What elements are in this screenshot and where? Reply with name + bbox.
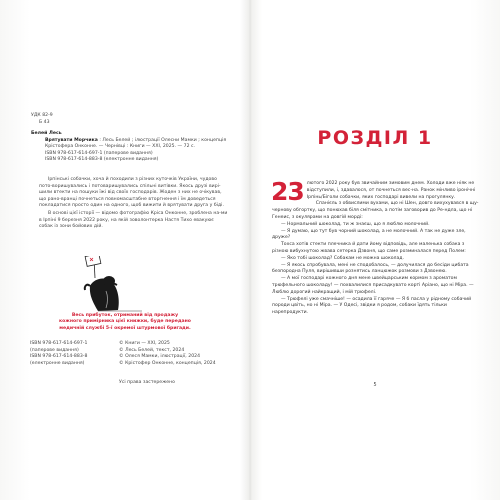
paragraph-3: — Нормальний шоколад, ти ж знаєш, що я люблю молочний. [281, 221, 430, 227]
right-page [250, 0, 500, 500]
paragraph-4: — Я думаю, що тут був чорний шоколад, а не молочний. А так не дуже зле, друже? [272, 228, 466, 241]
rights-reserved: Усі права застережено [119, 380, 176, 385]
chapter-title: РОЗДІЛ 1 [317, 127, 433, 149]
paragraph-2: Спанієль з обвислими вухами, що ні Шен, довго вихухувався в щу-чернову обгортку, що понюхав біля смітника, а потім заговорив до Ре-ндла, що ні Генеис, з окулярами на довгій морді: [272, 201, 479, 220]
copyright-concept: © Крістофер Онконне, концепція, 2024 [119, 360, 216, 366]
catalog-details: : Лесь Белей ; ілюстрації Олесни Мамки ; концепція Крістофера Онконне. — Чернівці : Книги — XXI, 2025. — 72 с. [45, 137, 227, 150]
paragraph-1 [271, 177, 482, 206]
abstract [39, 177, 229, 232]
isbn-electronic-note: (електронне видання) [30, 360, 85, 366]
donation-note [20, 313, 230, 332]
catalog-description [31, 138, 231, 151]
udk-block [31, 113, 53, 126]
page-number: 5 [373, 383, 377, 388]
abstract-paragraph-1: Ірпінські собачки, хоча й походили з різних куточків України, чудово пото-воришувались і потоваришувались спільні витівки. Якось друзі вирі-шили втекти на пошуки їжі від своїх господарів. Жоден з них не очікував, що рано-вранці почнеться повномасштабне вторгнення і їм доведеться покладатися просто один на одного, щоб вижити й врятувати друга у біді. [39, 177, 224, 209]
paragraph-1-text: лютого 2022 року був звичайним зимовим днем. Холоди вже ніяк не відступили, і, здавалося, от почнеться вес-на. Ранок мінливо іронічні Ірпінь/Біголи собачки, яких господарі вивели на прогулянку. [306, 181, 476, 200]
copyright-publisher: © Книги — XXI, 2025 [119, 341, 170, 346]
dog-with-sign-illustration [72, 256, 152, 314]
paragraph-6: — Яко тобі шоколад? Собакам не можна шоколад. [281, 255, 404, 261]
copyright-illustrations: © Олеся Мамки, ілюстрації, 2024 [119, 354, 201, 360]
paragraph-7: — Я якось спробувала, мені не сподобалось, — долучилася до бесіди цибата безпородна Пуля, вирішивши рознятись ланцюжок розмови з Дзвонею. [272, 262, 469, 275]
isbn-paper-note: (паперове видання) [30, 347, 79, 353]
paragraph-8: — А мої господарі кожного дня мене швейцарським кормом з ароматом трюфельного шоколаду! — похвалилися присадкувато корті Аріано, що ні Міра. — Люблю дорогий найкращий, і мій трюфелі. [272, 276, 474, 295]
abstract-paragraph-2: В основі цієї історії — відомо фотографію Кріса Онконне, зроблена на-ми в Ірпіні 9 березня 2022 року, на якій зоволонтерка Настя Тихо евакуює собак із зони бойових дій. [39, 210, 228, 230]
udk-code: УДК 82-9 [31, 113, 53, 118]
bbk-code: Б 43 [39, 119, 50, 125]
donation-text: Весь прибуток, отриманий від продажу кожного примірника цієї книжки, буде передано медичній службі 5-ї окремої штурмової бригади. [59, 313, 191, 331]
paragraph-5: Тохса хотів стекти плечника й дати йому відповідь, але маленька собака з різною вибухнутою жвава сетерка Дзвоня, що саме розминалася перед Полем: [272, 242, 466, 254]
catalog-title: Врятувати Морчика [45, 137, 98, 143]
chapter-body [271, 177, 482, 317]
catalog-isbn-paper: ISBN 978-617-614-697-1 (паперове видання) [45, 150, 153, 156]
catalog-author: Белей Лесь [31, 131, 62, 136]
copyright-block [119, 341, 239, 367]
catalog-isbn-electronic: ISBN 978-617-614-883-8 (електронне видання) [45, 157, 159, 163]
catalog-record [31, 131, 231, 164]
isbn-paper: ISBN 978-617-614-697-1 [30, 341, 88, 346]
isbn-block [30, 341, 120, 367]
drop-cap: 23 [271, 177, 304, 206]
isbn-electronic: ISBN 978-617-614-883-8 [30, 354, 88, 360]
paragraph-9: — Трюфелі уже смачніше! — осадила її гаряче — Я б пасла у рідному собачий породи цвіть, но ні Міра. — У Одесі, звідки я родом, собаки їдять тільки нарепродукти. [272, 296, 472, 316]
copyright-text: © Лесь Белей, текст, 2024 [119, 347, 185, 353]
